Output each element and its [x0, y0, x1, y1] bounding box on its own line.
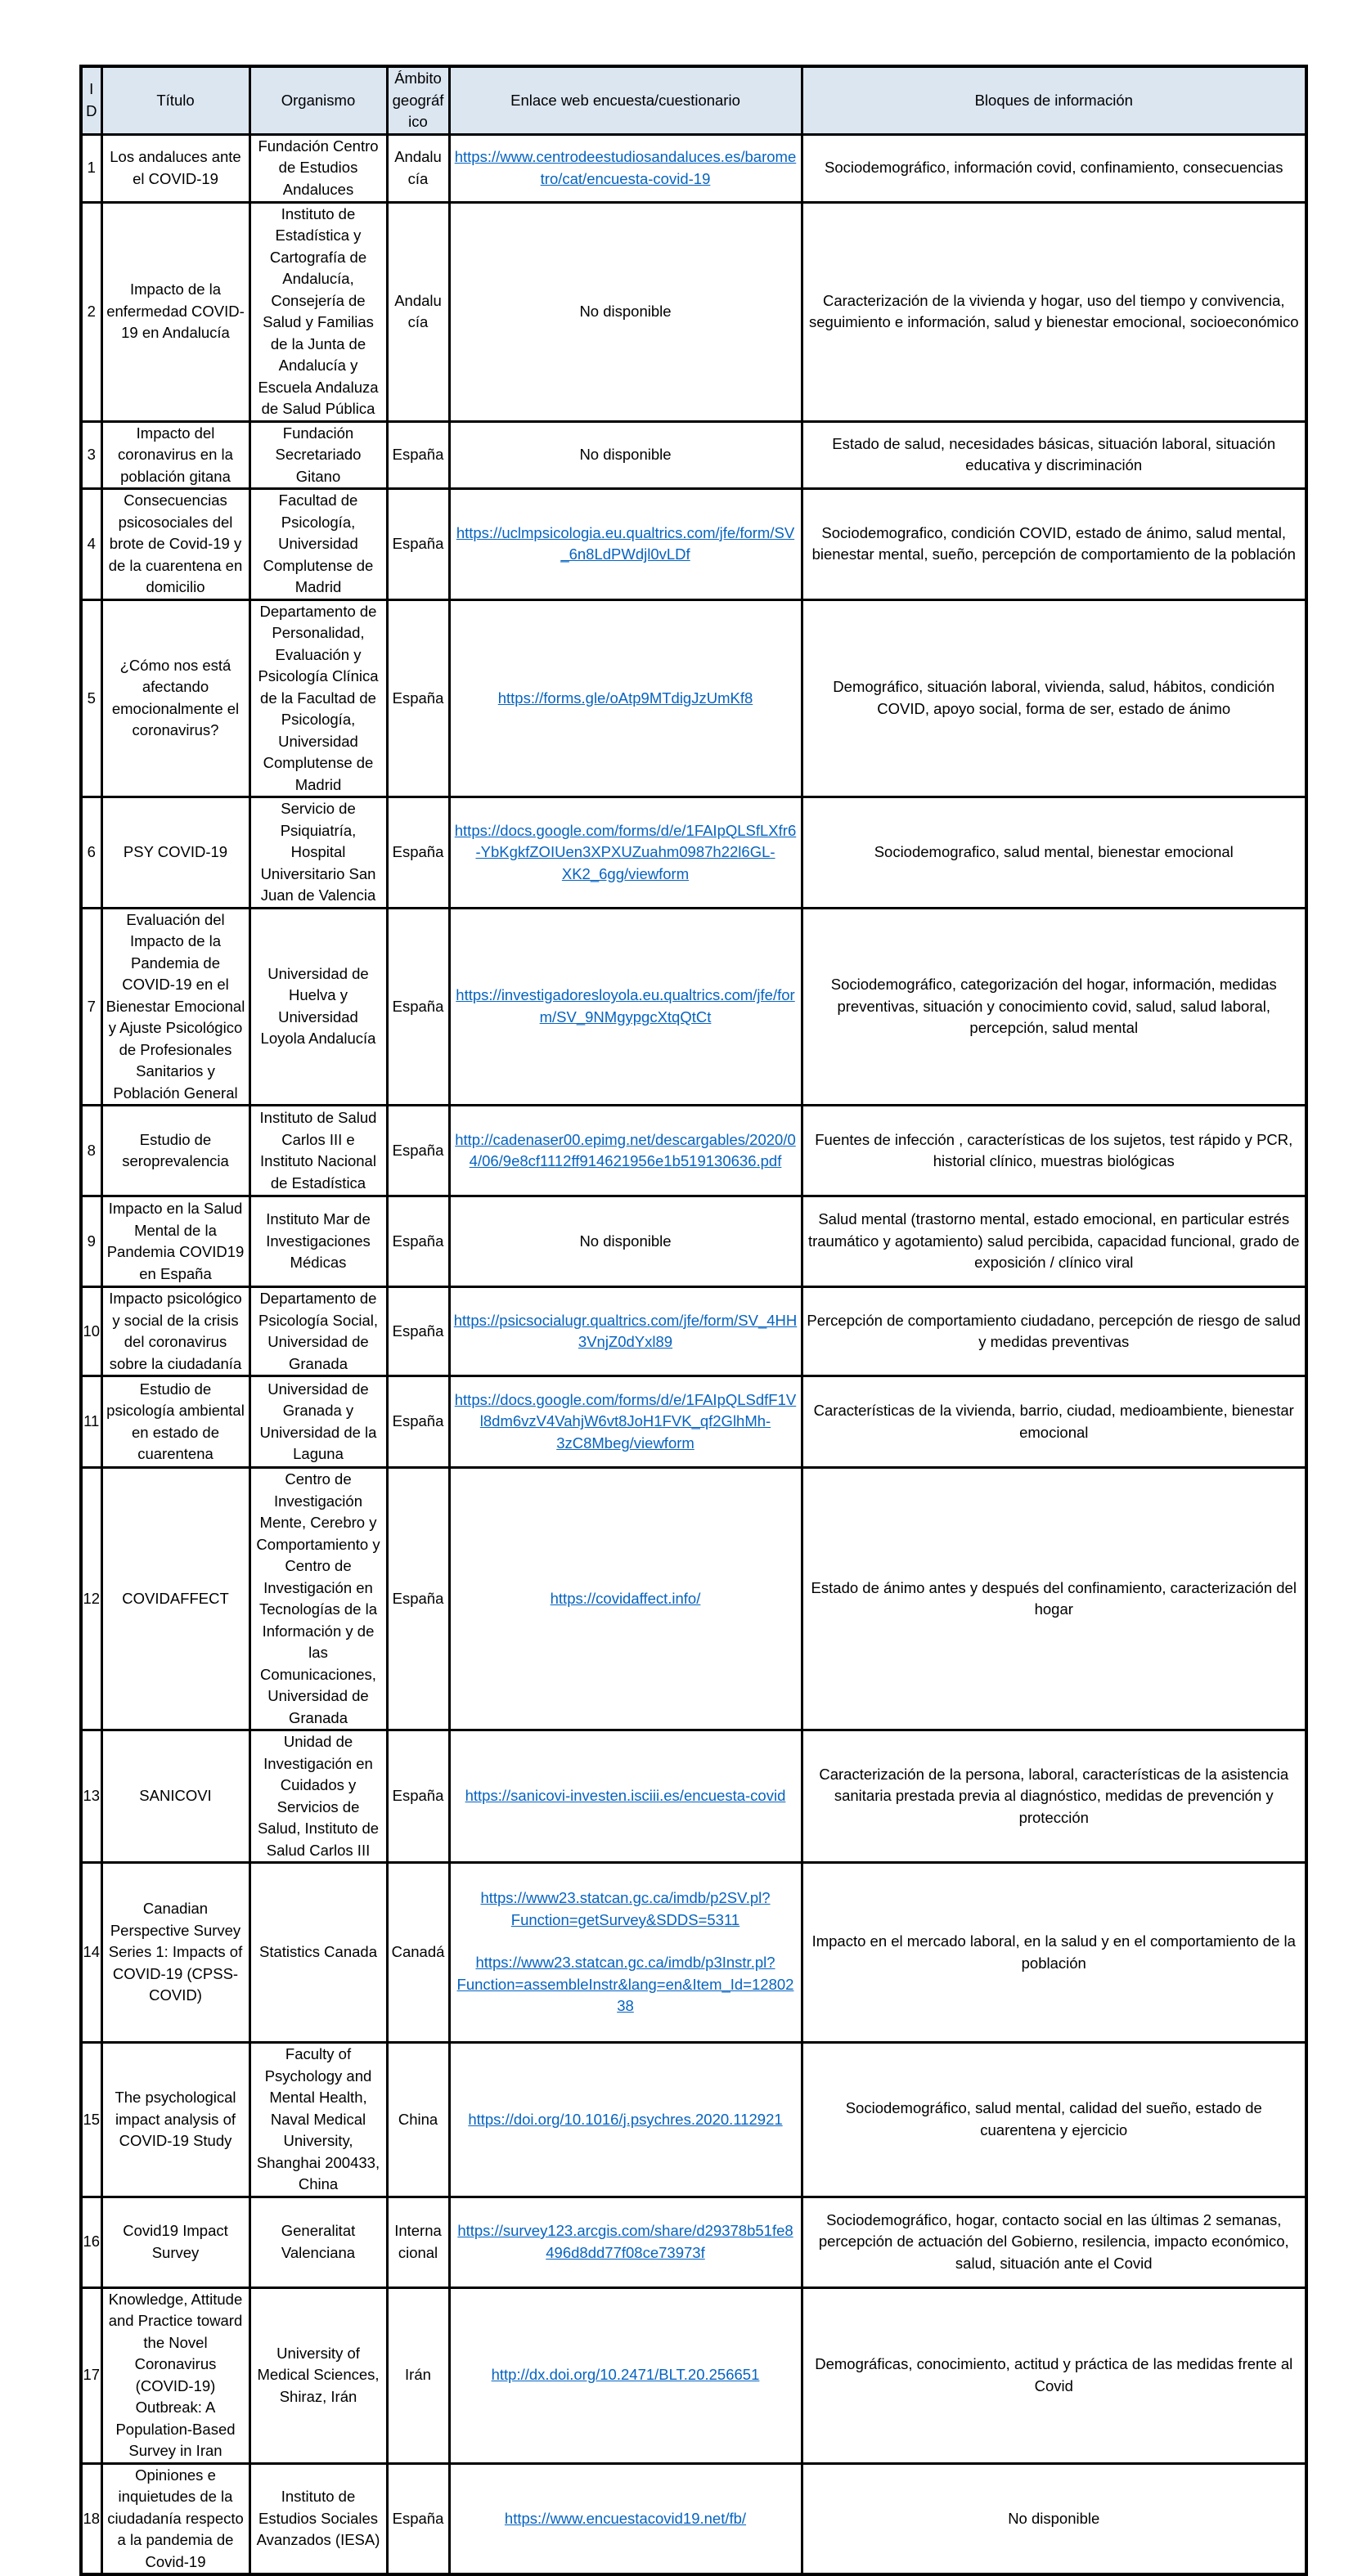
cell-id: 2 — [81, 202, 101, 421]
cell-blocks: Demográfico, situación laboral, vivienda, salud, hábitos, condición COVID, apoyo social, forma de ser, estado de ánimo — [802, 599, 1306, 797]
cell-blocks: Estado de salud, necesidades básicas, situación laboral, situación educativa y discriminación — [802, 421, 1306, 489]
cell-title: Impacto del coronavirus en la población gitana — [101, 421, 249, 489]
cell-scope: España — [387, 1287, 449, 1376]
survey-link[interactable]: https://forms.gle/oAtp9MTdigJzUmKf8 — [497, 689, 753, 707]
table-row — [81, 421, 1306, 489]
link-unavailable-text: No disponible — [579, 446, 672, 463]
cell-id: 16 — [81, 2197, 101, 2287]
cell-blocks: Sociodemográfico, salud mental, calidad del sueño, estado de cuarentena y ejercicio — [802, 2043, 1306, 2197]
cell-id: 12 — [81, 1468, 101, 1730]
cell-title: The psychological impact analysis of COVID-19 Study — [101, 2043, 249, 2197]
table-row — [81, 2197, 1306, 2287]
table-row — [81, 908, 1306, 1106]
cell-organism: Departamento de Personalidad, Evaluación y Psicología Clínica de la Facultad de Psicología, Universidad Complutense de Madrid — [249, 599, 387, 797]
cell-scope: España — [387, 797, 449, 909]
table-row — [81, 1376, 1306, 1468]
cell-scope: España — [387, 908, 449, 1106]
cell-organism: Fundación Centro de Estudios Andaluces — [249, 134, 387, 202]
survey-table — [79, 65, 1308, 2576]
cell-id: 6 — [81, 797, 101, 909]
cell-organism: Servicio de Psiquiatría, Hospital Universitario San Juan de Valencia — [249, 797, 387, 909]
cell-id: 9 — [81, 1196, 101, 1287]
survey-link[interactable]: http://cadenaser00.epimg.net/descargables/2020/04/06/9e8cf1112ff914621956e1b519130636.pdf — [455, 1130, 796, 1169]
cell-blocks: Salud mental (trastorno mental, estado emocional, en particular estrés traumático y agotamiento) salud percibida, capacidad funcional, grado de exposición / clínico viral — [802, 1196, 1306, 1287]
cell-title: Knowledge, Attitude and Practice toward the Novel Coronavirus (COVID-19) Outbreak: A Population-Based Survey in Iran — [101, 2287, 249, 2463]
cell-organism: Universidad de Huelva y Universidad Loyola Andalucía — [249, 908, 387, 1106]
cell-link — [449, 2463, 802, 2574]
cell-id: 11 — [81, 1376, 101, 1468]
cell-scope: Irán — [387, 2287, 449, 2463]
cell-link — [449, 797, 802, 909]
cell-blocks: Fuentes de infección , características de los sujetos, test rápido y PCR, historial clínico, muestras biológicas — [802, 1106, 1306, 1196]
survey-link[interactable]: https://www.encuestacovid19.net/fb/ — [504, 2509, 747, 2527]
survey-link[interactable]: https://docs.google.com/forms/d/e/1FAIpQLSdfF1Vl8dm6vzV4VahjW6vt8JoH1FVK_qf2GlhMh-3zC8Mbeg/viewform — [454, 1390, 797, 1452]
cell-title: COVIDAFFECT — [101, 1468, 249, 1730]
cell-scope: España — [387, 1730, 449, 1863]
column-header-title: Título — [101, 66, 249, 134]
cell-scope: Andalucía — [387, 202, 449, 421]
link-unavailable-text: No disponible — [579, 302, 672, 320]
cell-link — [449, 599, 802, 797]
cell-scope: España — [387, 2463, 449, 2574]
cell-id: 18 — [81, 2463, 101, 2574]
cell-link — [449, 1376, 802, 1468]
cell-title: Impacto de la enfermedad COVID-19 en Andalucía — [101, 202, 249, 421]
link-unavailable-text: No disponible — [579, 1232, 672, 1250]
cell-organism: Departamento de Psicología Social, Universidad de Granada — [249, 1287, 387, 1376]
cell-id: 10 — [81, 1287, 101, 1376]
cell-link — [449, 908, 802, 1106]
table-row — [81, 797, 1306, 909]
cell-blocks: Caracterización de la persona, laboral, características de la asistencia sanitaria prestada previa al diagnóstico, medidas de prevención y protección — [802, 1730, 1306, 1863]
cell-link — [449, 202, 802, 421]
cell-title: Canadian Perspective Survey Series 1: Impacts of COVID-19 (CPSS-COVID) — [101, 1863, 249, 2043]
cell-link — [449, 2043, 802, 2197]
cell-organism: Instituto de Estadística y Cartografía de Andalucía, Consejería de Salud y Familias de la Junta de Andalucía y Escuela Andaluza de Salud Pública — [249, 202, 387, 421]
table-row — [81, 1196, 1306, 1287]
survey-link[interactable]: https://psicsocialugr.qualtrics.com/jfe/form/SV_4HH3VnjZ0dYxl89 — [453, 1311, 798, 1350]
survey-link[interactable]: https://sanicovi-investen.isciii.es/encuesta-covid — [465, 1787, 786, 1805]
cell-blocks: Características de la vivienda, barrio, ciudad, medioambiente, bienestar emocional — [802, 1376, 1306, 1468]
table-row — [81, 134, 1306, 202]
cell-id: 8 — [81, 1106, 101, 1196]
cell-scope: Canadá — [387, 1863, 449, 2043]
cell-title: Covid19 Impact Survey — [101, 2197, 249, 2287]
cell-id: 14 — [81, 1863, 101, 2043]
table-row — [81, 1730, 1306, 1863]
cell-scope: España — [387, 1106, 449, 1196]
cell-scope: Andalucía — [387, 134, 449, 202]
cell-id: 7 — [81, 908, 101, 1106]
cell-blocks: Caracterización de la vivienda y hogar, uso del tiempo y convivencia, seguimiento e información, salud y bienestar emocional, socioeconómico — [802, 202, 1306, 421]
survey-link[interactable]: https://uclmpsicologia.eu.qualtrics.com/jfe/form/SV_6n8LdPWdjl0vLDf — [456, 523, 795, 563]
table-row — [81, 1863, 1306, 2043]
cell-organism: Centro de Investigación Mente, Cerebro y Comportamiento y Centro de Investigación en Tecnologías de la Información y de las Comunicaciones, Universidad de Granada — [249, 1468, 387, 1730]
cell-title: ¿Cómo nos está afectando emocionalmente el coronavirus? — [101, 599, 249, 797]
cell-scope: España — [387, 599, 449, 797]
cell-scope: España — [387, 1376, 449, 1468]
cell-id: 4 — [81, 489, 101, 600]
table-header-row — [81, 66, 1306, 134]
cell-scope: Internacional — [387, 2197, 449, 2287]
cell-id: 13 — [81, 1730, 101, 1863]
cell-organism: Instituto de Estudios Sociales Avanzados (IESA) — [249, 2463, 387, 2574]
cell-link — [449, 1468, 802, 1730]
cell-scope: España — [387, 489, 449, 600]
cell-blocks: Sociodemografico, condición COVID, estado de ánimo, salud mental, bienestar mental, sueño, percepción de comportamiento de la población — [802, 489, 1306, 600]
cell-blocks: Percepción de comportamiento ciudadano, percepción de riesgo de salud y medidas preventivas — [802, 1287, 1306, 1376]
cell-title: Consecuencias psicosociales del brote de Covid-19 y de la cuarentena en domicilio — [101, 489, 249, 600]
survey-link[interactable]: http://dx.doi.org/10.2471/BLT.20.256651 — [491, 2366, 760, 2384]
table-row — [81, 489, 1306, 600]
cell-organism: University of Medical Sciences, Shiraz, Irán — [249, 2287, 387, 2463]
survey-link[interactable]: https://doi.org/10.1016/j.psychres.2020.112921 — [468, 2110, 783, 2128]
cell-link — [449, 421, 802, 489]
table-row — [81, 1287, 1306, 1376]
cell-organism: Fundación Secretariado Gitano — [249, 421, 387, 489]
cell-link — [449, 2287, 802, 2463]
cell-id: 17 — [81, 2287, 101, 2463]
cell-title: SANICOVI — [101, 1730, 249, 1863]
cell-link — [449, 1106, 802, 1196]
cell-title: Impacto en la Salud Mental de la Pandemia COVID19 en España — [101, 1196, 249, 1287]
table-row — [81, 202, 1306, 421]
cell-link — [449, 1730, 802, 1863]
cell-scope: España — [387, 1196, 449, 1287]
link-spacer — [454, 1931, 798, 1952]
cell-link — [449, 1863, 802, 2043]
cell-id: 1 — [81, 134, 101, 202]
cell-title: Estudio de seroprevalencia — [101, 1106, 249, 1196]
cell-blocks: Demográficas, conocimiento, actitud y práctica de las medidas frente al Covid — [802, 2287, 1306, 2463]
cell-scope: España — [387, 421, 449, 489]
cell-organism: Facultad de Psicología, Universidad Complutense de Madrid — [249, 489, 387, 600]
survey-link[interactable]: https://survey123.arcgis.com/share/d29378b51fe8496d8dd77f08ce73973f — [457, 2222, 793, 2261]
table-row — [81, 2463, 1306, 2574]
survey-link[interactable]: https://investigadoresloyola.eu.qualtrics.com/jfe/form/SV_9NMgypgcXtqQtCt — [456, 986, 795, 1025]
cell-organism: Instituto Mar de Investigaciones Médicas — [249, 1196, 387, 1287]
cell-organism: Statistics Canada — [249, 1863, 387, 2043]
cell-title: Los andaluces ante el COVID-19 — [101, 134, 249, 202]
survey-link[interactable]: https://docs.google.com/forms/d/e/1FAIpQLSfLXfr6-YbKgkfZOIUen3XPXUZuahm0987h22l6GL-XK2_6gg/viewform — [454, 821, 797, 882]
cell-scope: España — [387, 1468, 449, 1730]
table-body — [81, 134, 1306, 2574]
cell-link — [449, 489, 802, 600]
table-row — [81, 1468, 1306, 1730]
cell-link — [449, 1196, 802, 1287]
cell-organism: Universidad de Granada y Universidad de la Laguna — [249, 1376, 387, 1468]
cell-title: Opiniones e inquietudes de la ciudadanía respecto a la pandemia de Covid-19 — [101, 2463, 249, 2574]
cell-blocks: Sociodemografico, salud mental, bienestar emocional — [802, 797, 1306, 909]
cell-blocks: No disponible — [802, 2463, 1306, 2574]
survey-link[interactable]: https://www.centrodeestudiosandaluces.es/barometro/cat/encuesta-covid-19 — [454, 148, 797, 187]
cell-organism: Generalitat Valenciana — [249, 2197, 387, 2287]
cell-title: Impacto psicológico y social de la crisis del coronavirus sobre la ciudadanía — [101, 1287, 249, 1376]
survey-link[interactable]: https://www23.statcan.gc.ca/imdb/p2SV.pl?Function=getSurvey&SDDS=5311 — [480, 1889, 771, 1928]
cell-link — [449, 134, 802, 202]
cell-blocks: Sociodemográfico, información covid, confinamiento, consecuencias — [802, 134, 1306, 202]
cell-title: Estudio de psicología ambiental en estado de cuarentena — [101, 1376, 249, 1468]
cell-id: 5 — [81, 599, 101, 797]
column-header-id: ID — [81, 66, 101, 134]
cell-blocks: Sociodemográfico, hogar, contacto social en las últimas 2 semanas, percepción de actuación del Gobierno, resilencia, impacto económico, salud, situación ante el Covid — [802, 2197, 1306, 2287]
column-header-blocks: Bloques de información — [802, 66, 1306, 134]
cell-blocks: Impacto en el mercado laboral, en la salud y en el comportamiento de la población — [802, 1863, 1306, 2043]
cell-id: 3 — [81, 421, 101, 489]
cell-organism: Instituto de Salud Carlos III e Instituto Nacional de Estadística — [249, 1106, 387, 1196]
column-header-organism: Organismo — [249, 66, 387, 134]
cell-organism: Unidad de Investigación en Cuidados y Servicios de Salud, Instituto de Salud Carlos III — [249, 1730, 387, 1863]
table-row — [81, 2043, 1306, 2197]
cell-organism: Faculty of Psychology and Mental Health, Naval Medical University, Shanghai 200433, China — [249, 2043, 387, 2197]
cell-title: Evaluación del Impacto de la Pandemia de COVID-19 en el Bienestar Emocional y Ajuste Psicológico de Profesionales Sanitarios y Población General — [101, 908, 249, 1106]
table-row — [81, 599, 1306, 797]
cell-scope: China — [387, 2043, 449, 2197]
column-header-link: Enlace web encuesta/cuestionario — [449, 66, 802, 134]
table-row — [81, 2287, 1306, 2463]
table-row — [81, 1106, 1306, 1196]
cell-blocks: Estado de ánimo antes y después del confinamiento, caracterización del hogar — [802, 1468, 1306, 1730]
cell-link — [449, 1287, 802, 1376]
survey-link[interactable]: https://www23.statcan.gc.ca/imdb/p3Instr.pl?Function=assembleInstr&lang=en&Item_Id=1280238 — [456, 1954, 794, 2015]
cell-id: 15 — [81, 2043, 101, 2197]
cell-title: PSY COVID-19 — [101, 797, 249, 909]
cell-link — [449, 2197, 802, 2287]
cell-blocks: Sociodemográfico, categorización del hogar, información, medidas preventivas, situación y conocimiento covid, salud, salud laboral, percepción, salud mental — [802, 908, 1306, 1106]
survey-link[interactable]: https://covidaffect.info/ — [550, 1589, 701, 1607]
column-header-scope: Ámbito geográfico — [387, 66, 449, 134]
